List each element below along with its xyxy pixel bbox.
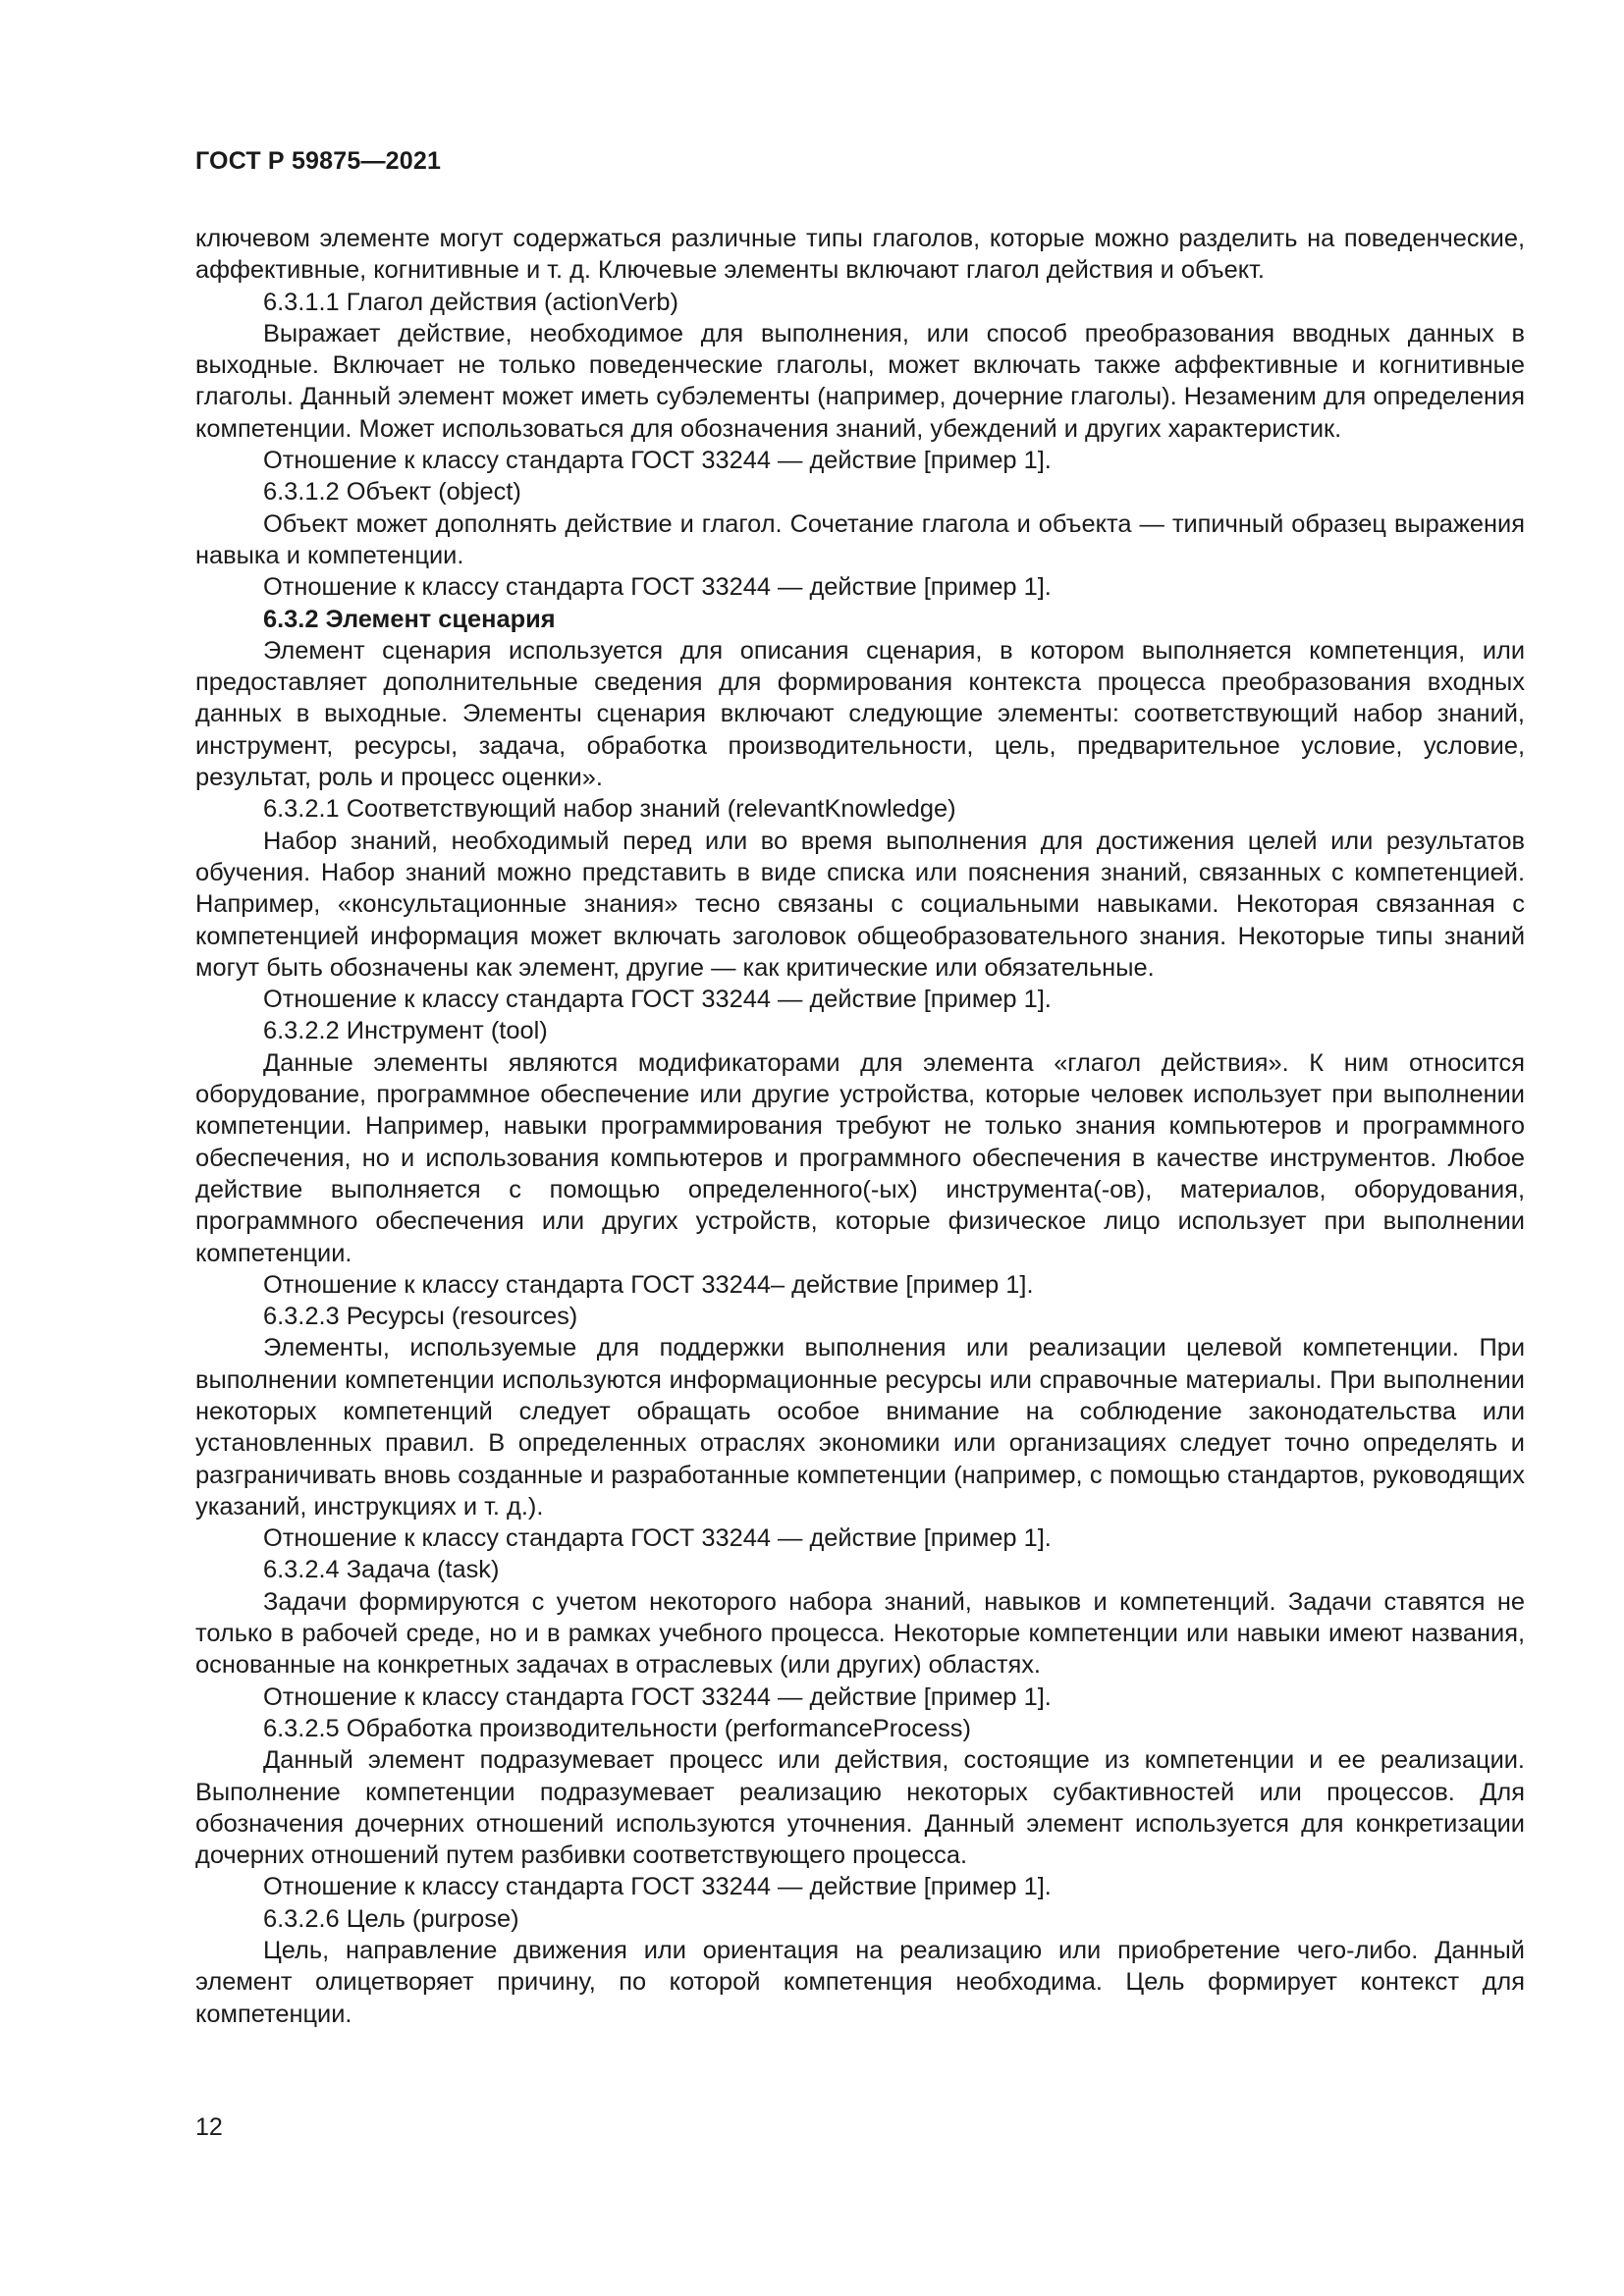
clause-heading: 6.3.2.1 Соответствующий набор знаний (relevantKnowledge): [263, 795, 956, 824]
paragraph: Элемент сценария используется для описания сценария, в котором выполняется компетенция, или предоставляет дополнительные сведения для формирования контекста процесса преобразования входных данных в выходные. Элементы сценария включают следующие элементы: соответствующий набор знаний, инструмент, ресурсы, задача, обработка производительности, цель, предварительное условие, условие, результат, роль и процесс оценки».: [195, 636, 1525, 792]
relation-note: Отношение к классу стандарта ГОСТ 33244 — действие [пример 1].: [263, 447, 1052, 475]
paragraph: ключевом элементе могут содержаться различные типы глаголов, которые можно разделить на поведенческие, аффективные, когнитивные и т. д. Ключевые элементы включают глагол действия и объект.: [195, 225, 1525, 285]
section-heading: 6.3.2 Элемент сценария: [263, 605, 556, 633]
paragraph: Данный элемент подразумевает процесс или действия, состоящие из компетенции и ее реализации. Выполнение компетенции подразумевает реализацию некоторых субактивностей или процессов. Для обозначения дочерних отношений используются уточнения. Данный элемент используется для конкретизации дочерних отношений путем разбивки соответствующего процесса.: [195, 1746, 1525, 1870]
relation-note: Отношение к классу стандарта ГОСТ 33244– действие [пример 1].: [263, 1270, 1034, 1299]
clause-heading: 6.3.2.4 Задача (task): [263, 1556, 500, 1584]
paragraph: Элементы, используемые для поддержки выполнения или реализации целевой компетенции. При выполнении компетенции используются информационные ресурсы или справочные материалы. При выполнении некоторых компетенций следует обращать особое внимание на соблюдение законодательства или установленных правил. В определенных отраслях экономики или организациях следует точно определять и разграничивать вновь созданные и разработанные компетенции (например, с помощью стандартов, руководящих указаний, инструкциях и т. д.).: [195, 1334, 1525, 1521]
clause-heading: 6.3.2.2 Инструмент (tool): [263, 1017, 548, 1045]
clause-heading: 6.3.1.2 Объект (object): [263, 478, 521, 507]
relation-note: Отношение к классу стандарта ГОСТ 33244 — действие [пример 1].: [263, 1682, 1052, 1711]
relation-note: Отношение к классу стандарта ГОСТ 33244 — действие [пример 1].: [263, 573, 1052, 602]
page-number: 12: [195, 2113, 223, 2141]
document-code-header: ГОСТ Р 59875—2021: [195, 147, 442, 175]
paragraph: Данные элементы являются модификаторами для элемента «глагол действия». К ним относится оборудование, программное обеспечение или другие устройства, которые человек использует при выполнении компетенции. Например, навыки программирования требуют не только знания компьютеров и программного обеспечения, но и использования компьютеров и программного обеспечения в качестве инструментов. Любое действие выполняется с помощью определенного(-ых) инструмента(-ов), материалов, оборудования, программного обеспечения или других устройств, которые физическое лицо использует при выполнении компетенции.: [195, 1048, 1525, 1267]
clause-heading: 6.3.2.6 Цель (purpose): [263, 1904, 519, 1933]
paragraph: Цель, направление движения или ориентация на реализацию или приобретение чего-либо. Данный элемент олицетворяет причину, по которой компетенция необходима. Цель формирует контекст для компетенции.: [195, 1937, 1525, 2028]
relation-note: Отношение к классу стандарта ГОСТ 33244 — действие [пример 1].: [263, 1873, 1052, 1901]
paragraph: Задачи формируются с учетом некоторого набора знаний, навыков и компетенций. Задачи ставятся не только в рабочей среде, но и в рамках учебного процесса. Некоторые компетенции или навыки имеют названия, основанные на конкретных задачах в отраслевых (или других) областях.: [195, 1587, 1525, 1680]
paragraph: Набор знаний, необходимый перед или во время выполнения для достижения целей или результатов обучения. Набор знаний можно представить в виде списка или пояснения знаний, связанных с компетенцией. Например, «консультационные знания» тесно связаны с социальными навыками. Некоторая связанная с компетенцией информация может включать заголовок общеобразовательного знания. Некоторые типы знаний могут быть обозначены как элемент, другие — как критические или обязательные.: [195, 827, 1525, 982]
clause-heading: 6.3.1.1 Глагол действия (actionVerb): [263, 288, 678, 316]
clause-heading: 6.3.2.5 Обработка производительности (performanceProcess): [263, 1714, 971, 1742]
paragraph: Объект может дополнять действие и глагол. Сочетание глагола и объекта — типичный образец выражения навыка и компетенции.: [195, 509, 1525, 569]
paragraph: Выражает действие, необходимое для выполнения, или способ преобразования вводных данных в выходные. Включает не только поведенческие глаголы, может включать также аффективные и когнитивные глаголы. Данный элемент может иметь субэлементы (например, дочерние глаголы). Незаменим для определения компетенции. Может использоваться для обозначения знаний, убеждений и других характеристик.: [195, 319, 1525, 443]
relation-note: Отношение к классу стандарта ГОСТ 33244 — действие [пример 1].: [263, 986, 1052, 1014]
document-body: [195, 223, 1525, 2030]
relation-note: Отношение к классу стандарта ГОСТ 33244 — действие [пример 1].: [263, 1524, 1052, 1553]
clause-heading: 6.3.2.3 Ресурсы (resources): [263, 1303, 578, 1331]
